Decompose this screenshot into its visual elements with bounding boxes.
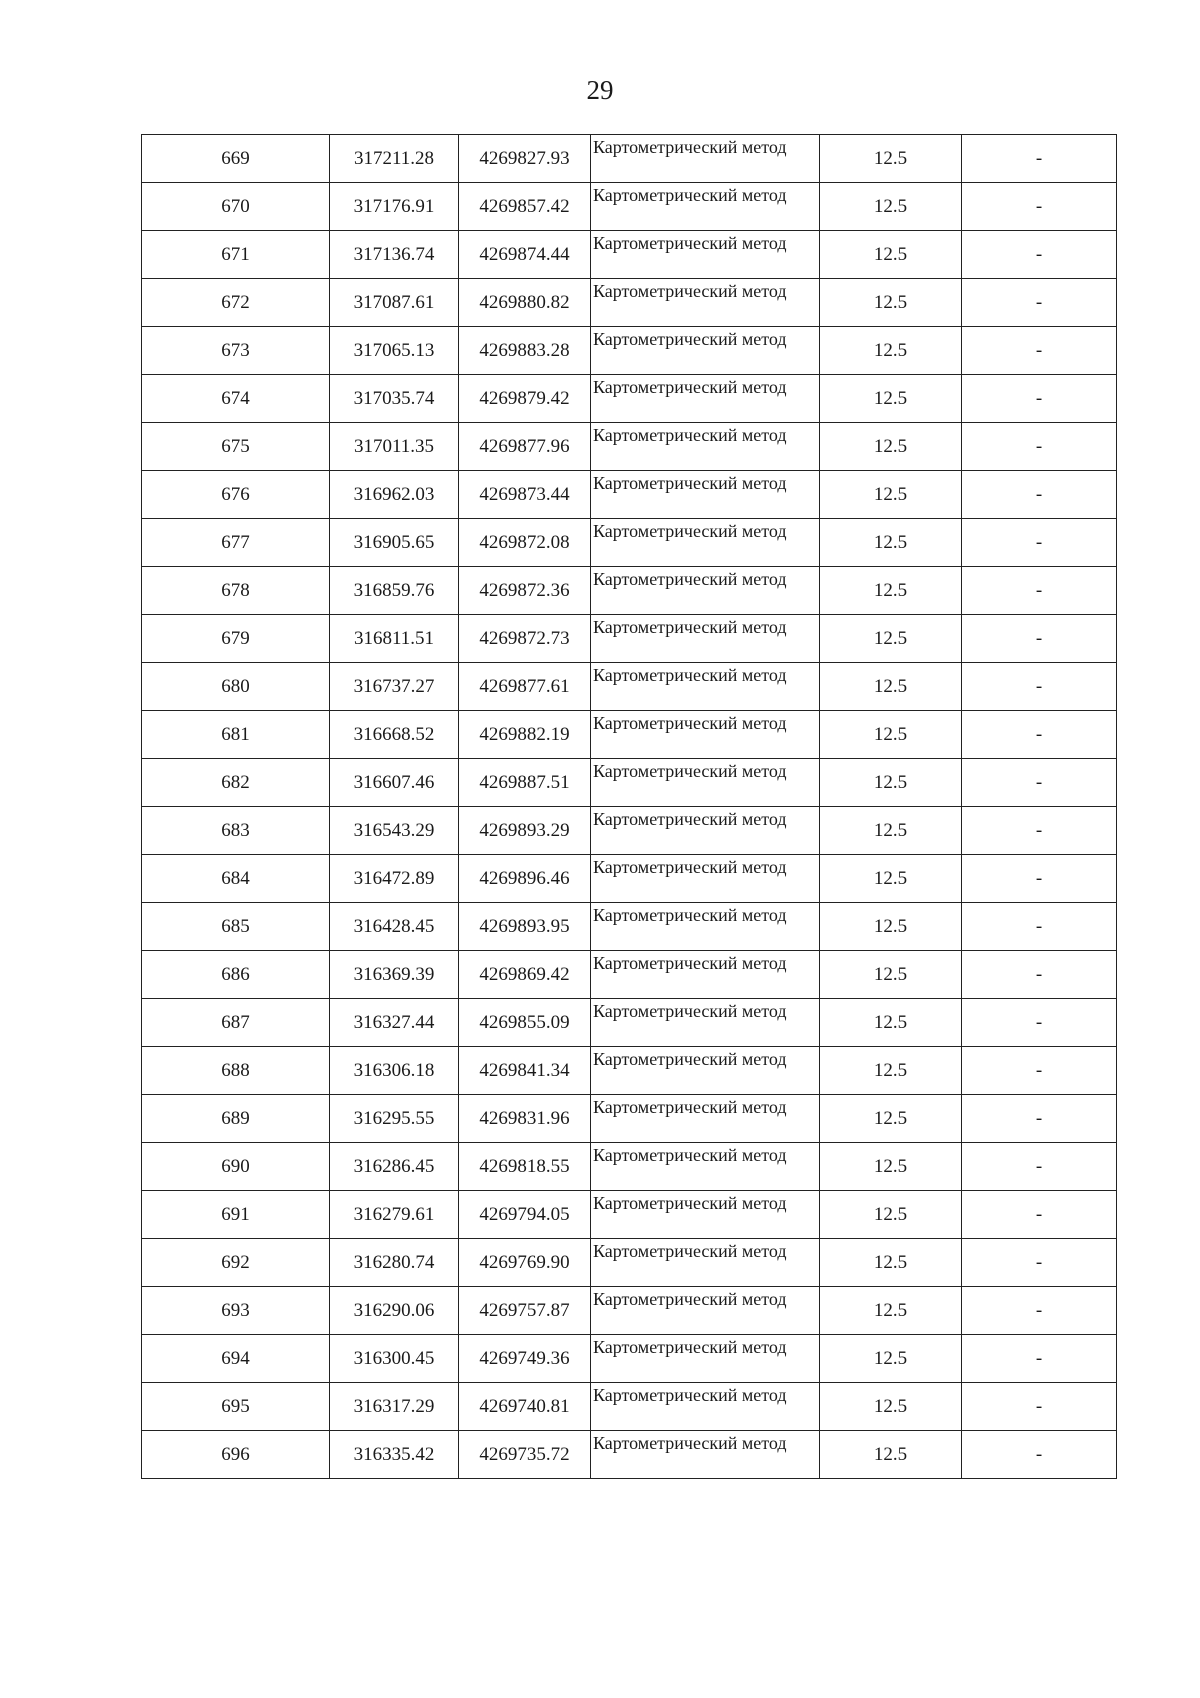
table-row (142, 423, 1117, 471)
method-cell: Картометрический метод (591, 375, 820, 423)
note-cell: - (962, 663, 1117, 711)
method-cell: Картометрический метод (591, 1143, 820, 1191)
note-cell: - (962, 759, 1117, 807)
table-row (142, 759, 1117, 807)
point-number-cell: 685 (142, 903, 330, 951)
point-number-cell: 673 (142, 327, 330, 375)
table-row (142, 1143, 1117, 1191)
coordinate-x-cell: 316428.45 (330, 903, 459, 951)
table-row (142, 711, 1117, 759)
method-cell: Картометрический метод (591, 471, 820, 519)
coordinate-y-cell: 4269831.96 (459, 1095, 591, 1143)
method-cell: Картометрический метод (591, 663, 820, 711)
note-cell: - (962, 1095, 1117, 1143)
accuracy-cell: 12.5 (820, 855, 962, 903)
coordinate-x-cell: 317087.61 (330, 279, 459, 327)
note-cell: - (962, 423, 1117, 471)
method-cell: Картометрический метод (591, 951, 820, 999)
note-cell: - (962, 711, 1117, 759)
accuracy-cell: 12.5 (820, 519, 962, 567)
coordinate-x-cell: 317035.74 (330, 375, 459, 423)
coordinate-x-cell: 316317.29 (330, 1383, 459, 1431)
point-number-cell: 683 (142, 807, 330, 855)
note-cell: - (962, 855, 1117, 903)
method-cell: Картометрический метод (591, 1335, 820, 1383)
accuracy-cell: 12.5 (820, 1431, 962, 1479)
note-cell: - (962, 1431, 1117, 1479)
coordinate-y-cell: 4269735.72 (459, 1431, 591, 1479)
point-number-cell: 675 (142, 423, 330, 471)
accuracy-cell: 12.5 (820, 1335, 962, 1383)
coordinate-y-cell: 4269757.87 (459, 1287, 591, 1335)
note-cell: - (962, 279, 1117, 327)
accuracy-cell: 12.5 (820, 951, 962, 999)
coordinate-x-cell: 316962.03 (330, 471, 459, 519)
coordinate-y-cell: 4269769.90 (459, 1239, 591, 1287)
point-number-cell: 695 (142, 1383, 330, 1431)
method-cell: Картометрический метод (591, 519, 820, 567)
note-cell: - (962, 1335, 1117, 1383)
coordinate-x-cell: 316369.39 (330, 951, 459, 999)
method-cell: Картометрический метод (591, 1047, 820, 1095)
note-cell: - (962, 1239, 1117, 1287)
method-cell: Картометрический метод (591, 807, 820, 855)
coordinate-x-cell: 316668.52 (330, 711, 459, 759)
coordinate-y-cell: 4269879.42 (459, 375, 591, 423)
page-number: 29 (586, 75, 614, 105)
table-row (142, 855, 1117, 903)
method-cell: Картометрический метод (591, 1095, 820, 1143)
table-row (142, 903, 1117, 951)
coordinate-x-cell: 316286.45 (330, 1143, 459, 1191)
coordinate-x-cell: 317211.28 (330, 135, 459, 183)
note-cell: - (962, 615, 1117, 663)
coordinate-y-cell: 4269855.09 (459, 999, 591, 1047)
table-row (142, 471, 1117, 519)
table-row (142, 1383, 1117, 1431)
coordinate-x-cell: 317011.35 (330, 423, 459, 471)
note-cell: - (962, 807, 1117, 855)
point-number-cell: 682 (142, 759, 330, 807)
coordinate-x-cell: 316472.89 (330, 855, 459, 903)
table-row (142, 807, 1117, 855)
point-number-cell: 696 (142, 1431, 330, 1479)
point-number-cell: 684 (142, 855, 330, 903)
note-cell: - (962, 1047, 1117, 1095)
accuracy-cell: 12.5 (820, 327, 962, 375)
method-cell: Картометрический метод (591, 1287, 820, 1335)
method-cell: Картометрический метод (591, 855, 820, 903)
coordinate-x-cell: 316327.44 (330, 999, 459, 1047)
point-number-cell: 669 (142, 135, 330, 183)
coordinate-x-cell: 316335.42 (330, 1431, 459, 1479)
accuracy-cell: 12.5 (820, 375, 962, 423)
method-cell: Картометрический метод (591, 279, 820, 327)
accuracy-cell: 12.5 (820, 1095, 962, 1143)
table-row (142, 615, 1117, 663)
coordinate-x-cell: 316607.46 (330, 759, 459, 807)
coordinate-y-cell: 4269873.44 (459, 471, 591, 519)
note-cell: - (962, 567, 1117, 615)
point-number-cell: 679 (142, 615, 330, 663)
table-row (142, 1191, 1117, 1239)
point-number-cell: 694 (142, 1335, 330, 1383)
note-cell: - (962, 183, 1117, 231)
table-row (142, 1431, 1117, 1479)
coordinate-x-cell: 316279.61 (330, 1191, 459, 1239)
coordinate-x-cell: 316543.29 (330, 807, 459, 855)
coordinate-x-cell: 316905.65 (330, 519, 459, 567)
accuracy-cell: 12.5 (820, 615, 962, 663)
table-row (142, 375, 1117, 423)
coordinate-y-cell: 4269877.61 (459, 663, 591, 711)
coordinate-x-cell: 316280.74 (330, 1239, 459, 1287)
point-number-cell: 688 (142, 1047, 330, 1095)
coordinate-y-cell: 4269794.05 (459, 1191, 591, 1239)
accuracy-cell: 12.5 (820, 1191, 962, 1239)
point-number-cell: 671 (142, 231, 330, 279)
coordinate-y-cell: 4269882.19 (459, 711, 591, 759)
table-row (142, 327, 1117, 375)
method-cell: Картометрический метод (591, 231, 820, 279)
accuracy-cell: 12.5 (820, 1383, 962, 1431)
coordinate-y-cell: 4269880.82 (459, 279, 591, 327)
coordinate-x-cell: 316811.51 (330, 615, 459, 663)
coordinate-y-cell: 4269818.55 (459, 1143, 591, 1191)
note-cell: - (962, 1383, 1117, 1431)
coordinate-y-cell: 4269872.36 (459, 567, 591, 615)
table-row (142, 231, 1117, 279)
coordinate-y-cell: 4269883.28 (459, 327, 591, 375)
accuracy-cell: 12.5 (820, 759, 962, 807)
accuracy-cell: 12.5 (820, 903, 962, 951)
accuracy-cell: 12.5 (820, 1287, 962, 1335)
method-cell: Картометрический метод (591, 999, 820, 1047)
method-cell: Картометрический метод (591, 1383, 820, 1431)
coordinate-y-cell: 4269869.42 (459, 951, 591, 999)
accuracy-cell: 12.5 (820, 279, 962, 327)
point-number-cell: 681 (142, 711, 330, 759)
method-cell: Картометрический метод (591, 327, 820, 375)
coordinate-x-cell: 316295.55 (330, 1095, 459, 1143)
accuracy-cell: 12.5 (820, 807, 962, 855)
table-row (142, 279, 1117, 327)
coordinate-y-cell: 4269872.73 (459, 615, 591, 663)
coordinate-x-cell: 317136.74 (330, 231, 459, 279)
accuracy-cell: 12.5 (820, 1239, 962, 1287)
table-row (142, 663, 1117, 711)
table-row (142, 1287, 1117, 1335)
note-cell: - (962, 471, 1117, 519)
coordinate-y-cell: 4269857.42 (459, 183, 591, 231)
coordinate-x-cell: 317065.13 (330, 327, 459, 375)
coordinate-y-cell: 4269893.95 (459, 903, 591, 951)
coordinate-y-cell: 4269749.36 (459, 1335, 591, 1383)
method-cell: Картометрический метод (591, 567, 820, 615)
accuracy-cell: 12.5 (820, 711, 962, 759)
coordinate-y-cell: 4269887.51 (459, 759, 591, 807)
coordinate-y-cell: 4269896.46 (459, 855, 591, 903)
point-number-cell: 691 (142, 1191, 330, 1239)
note-cell: - (962, 951, 1117, 999)
table-row (142, 1239, 1117, 1287)
note-cell: - (962, 1287, 1117, 1335)
method-cell: Картометрический метод (591, 1191, 820, 1239)
point-number-cell: 672 (142, 279, 330, 327)
coordinate-x-cell: 316737.27 (330, 663, 459, 711)
accuracy-cell: 12.5 (820, 663, 962, 711)
note-cell: - (962, 327, 1117, 375)
point-number-cell: 690 (142, 1143, 330, 1191)
accuracy-cell: 12.5 (820, 135, 962, 183)
method-cell: Картометрический метод (591, 903, 820, 951)
coordinate-y-cell: 4269877.96 (459, 423, 591, 471)
accuracy-cell: 12.5 (820, 231, 962, 279)
point-number-cell: 693 (142, 1287, 330, 1335)
note-cell: - (962, 375, 1117, 423)
table-row (142, 135, 1117, 183)
point-number-cell: 689 (142, 1095, 330, 1143)
coordinate-y-cell: 4269874.44 (459, 231, 591, 279)
point-number-cell: 676 (142, 471, 330, 519)
method-cell: Картометрический метод (591, 1431, 820, 1479)
accuracy-cell: 12.5 (820, 183, 962, 231)
coordinate-x-cell: 317176.91 (330, 183, 459, 231)
coordinate-y-cell: 4269740.81 (459, 1383, 591, 1431)
table-row (142, 1095, 1117, 1143)
accuracy-cell: 12.5 (820, 471, 962, 519)
table-row (142, 567, 1117, 615)
coordinate-y-cell: 4269841.34 (459, 1047, 591, 1095)
note-cell: - (962, 903, 1117, 951)
method-cell: Картометрический метод (591, 135, 820, 183)
note-cell: - (962, 999, 1117, 1047)
table-row (142, 951, 1117, 999)
point-number-cell: 692 (142, 1239, 330, 1287)
accuracy-cell: 12.5 (820, 1047, 962, 1095)
accuracy-cell: 12.5 (820, 999, 962, 1047)
coordinate-x-cell: 316859.76 (330, 567, 459, 615)
coordinates-table (141, 134, 1117, 1479)
point-number-cell: 678 (142, 567, 330, 615)
point-number-cell: 674 (142, 375, 330, 423)
coordinates-table-body (142, 135, 1117, 1479)
table-row (142, 1047, 1117, 1095)
table-row (142, 183, 1117, 231)
note-cell: - (962, 135, 1117, 183)
note-cell: - (962, 1191, 1117, 1239)
coordinate-y-cell: 4269872.08 (459, 519, 591, 567)
table-row (142, 999, 1117, 1047)
point-number-cell: 687 (142, 999, 330, 1047)
accuracy-cell: 12.5 (820, 423, 962, 471)
method-cell: Картометрический метод (591, 183, 820, 231)
point-number-cell: 677 (142, 519, 330, 567)
note-cell: - (962, 231, 1117, 279)
accuracy-cell: 12.5 (820, 1143, 962, 1191)
note-cell: - (962, 1143, 1117, 1191)
accuracy-cell: 12.5 (820, 567, 962, 615)
point-number-cell: 680 (142, 663, 330, 711)
method-cell: Картометрический метод (591, 1239, 820, 1287)
method-cell: Картометрический метод (591, 759, 820, 807)
point-number-cell: 686 (142, 951, 330, 999)
coordinate-y-cell: 4269893.29 (459, 807, 591, 855)
coordinate-x-cell: 316290.06 (330, 1287, 459, 1335)
method-cell: Картометрический метод (591, 615, 820, 663)
point-number-cell: 670 (142, 183, 330, 231)
coordinate-x-cell: 316300.45 (330, 1335, 459, 1383)
method-cell: Картометрический метод (591, 423, 820, 471)
method-cell: Картометрический метод (591, 711, 820, 759)
table-row (142, 519, 1117, 567)
coordinate-y-cell: 4269827.93 (459, 135, 591, 183)
note-cell: - (962, 519, 1117, 567)
table-row (142, 1335, 1117, 1383)
coordinate-x-cell: 316306.18 (330, 1047, 459, 1095)
